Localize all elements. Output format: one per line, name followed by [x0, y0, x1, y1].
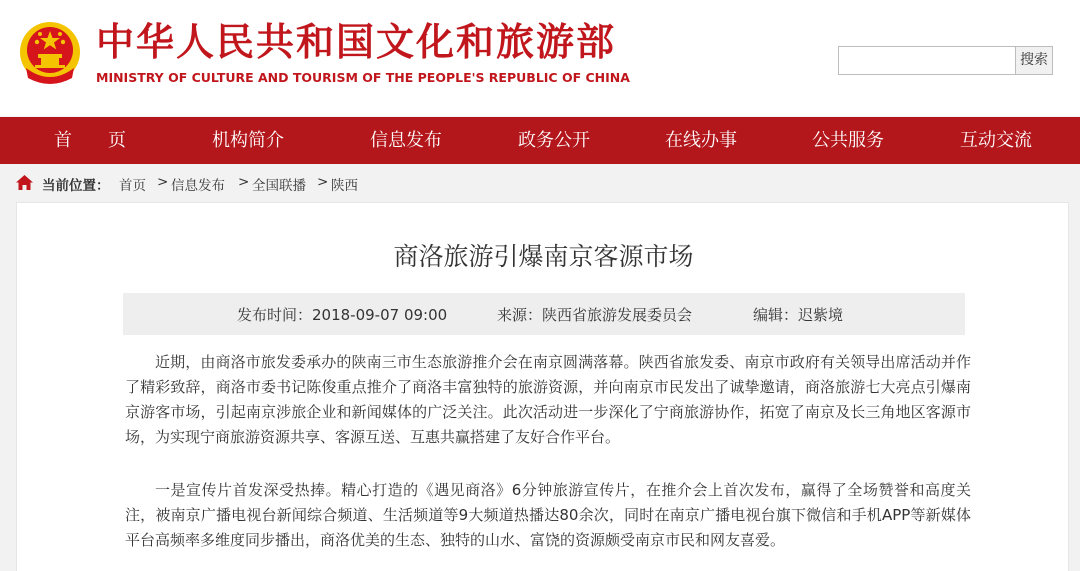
- nav-item-public-services[interactable]: 公共服务: [812, 130, 884, 151]
- nav-item-interaction[interactable]: 互动交流: [960, 130, 1032, 151]
- article-title: 商洛旅游引爆南京客源市场: [393, 242, 694, 271]
- site-subtitle: MINISTRY OF CULTURE AND TOURISM OF THE PEOPLE'S REPUBLIC OF CHINA: [96, 70, 630, 85]
- breadcrumb-label: 当前位置：: [42, 178, 110, 194]
- site-title[interactable]: 中华人民共和国文化和旅游部: [96, 20, 617, 64]
- article-meta: [123, 293, 965, 335]
- home-icon: [16, 175, 33, 190]
- article-source: 来源：陕西省旅游发展委员会: [497, 306, 693, 324]
- nav-item-news[interactable]: 信息发布: [370, 130, 442, 151]
- national-emblem-icon[interactable]: [18, 20, 82, 86]
- article-editor: 编辑：迟紫境: [753, 306, 844, 324]
- article-paragraph: 一是宣传片首发深受热捧。精心打造的《遇见商洛》6分钟旅游宣传片，在推介会上首次发布，赢得了全场赞誉和高度关注，被南京广播电视台新闻综合频道、生活频道等9大频道热播达80余次，同时在南京广播电视台旗下微信和手机APP等新媒体平台高频率多维度同步播出，商洛优美的生态、独特的山水、富饶的资源颇受南京市民和网友喜爱。: [125, 481, 971, 549]
- breadcrumb-separator: >: [157, 174, 169, 190]
- article-paragraph: 近期，由商洛市旅发委承办的陕南三市生态旅游推介会在南京圆满落幕。陕西省旅发委、南京市政府有关领导出席活动并作了精彩致辞，商洛市委书记陈俊重点推介了商洛丰富独特的旅游资源，并向南京市民发出了诚挚邀请，商洛旅游七大亮点引爆南京游客市场，引起南京涉旅企业和新闻媒体的广泛关注。此次活动进一步深化了宁商旅游协作，拓宽了南京及长三角地区客源市场，为实现宁商旅游资源共享、客源互送、互惠共赢搭建了友好合作平台。: [125, 353, 971, 446]
- breadcrumb-item-national-network[interactable]: 全国联播: [252, 178, 306, 194]
- breadcrumb: [0, 164, 1080, 202]
- breadcrumb-item-shaanxi[interactable]: 陕西: [331, 178, 358, 194]
- main-nav: [0, 117, 1080, 164]
- article-panel: [16, 202, 1069, 571]
- breadcrumb-separator: >: [317, 174, 329, 190]
- publish-time: 发布时间：2018-09-07 09:00: [237, 306, 448, 324]
- breadcrumb-separator: >: [238, 174, 250, 190]
- breadcrumb-item-home[interactable]: 首页: [119, 178, 146, 194]
- nav-item-about[interactable]: 机构简介: [212, 130, 284, 151]
- site-header: [0, 0, 1080, 116]
- nav-item-home[interactable]: 首 页: [54, 130, 126, 151]
- search-input[interactable]: [838, 46, 1016, 75]
- search-button[interactable]: 搜索: [1015, 46, 1053, 75]
- nav-item-government-affairs[interactable]: 政务公开: [518, 130, 590, 151]
- breadcrumb-item-news[interactable]: 信息发布: [171, 178, 225, 194]
- nav-item-online-services[interactable]: 在线办事: [665, 130, 737, 151]
